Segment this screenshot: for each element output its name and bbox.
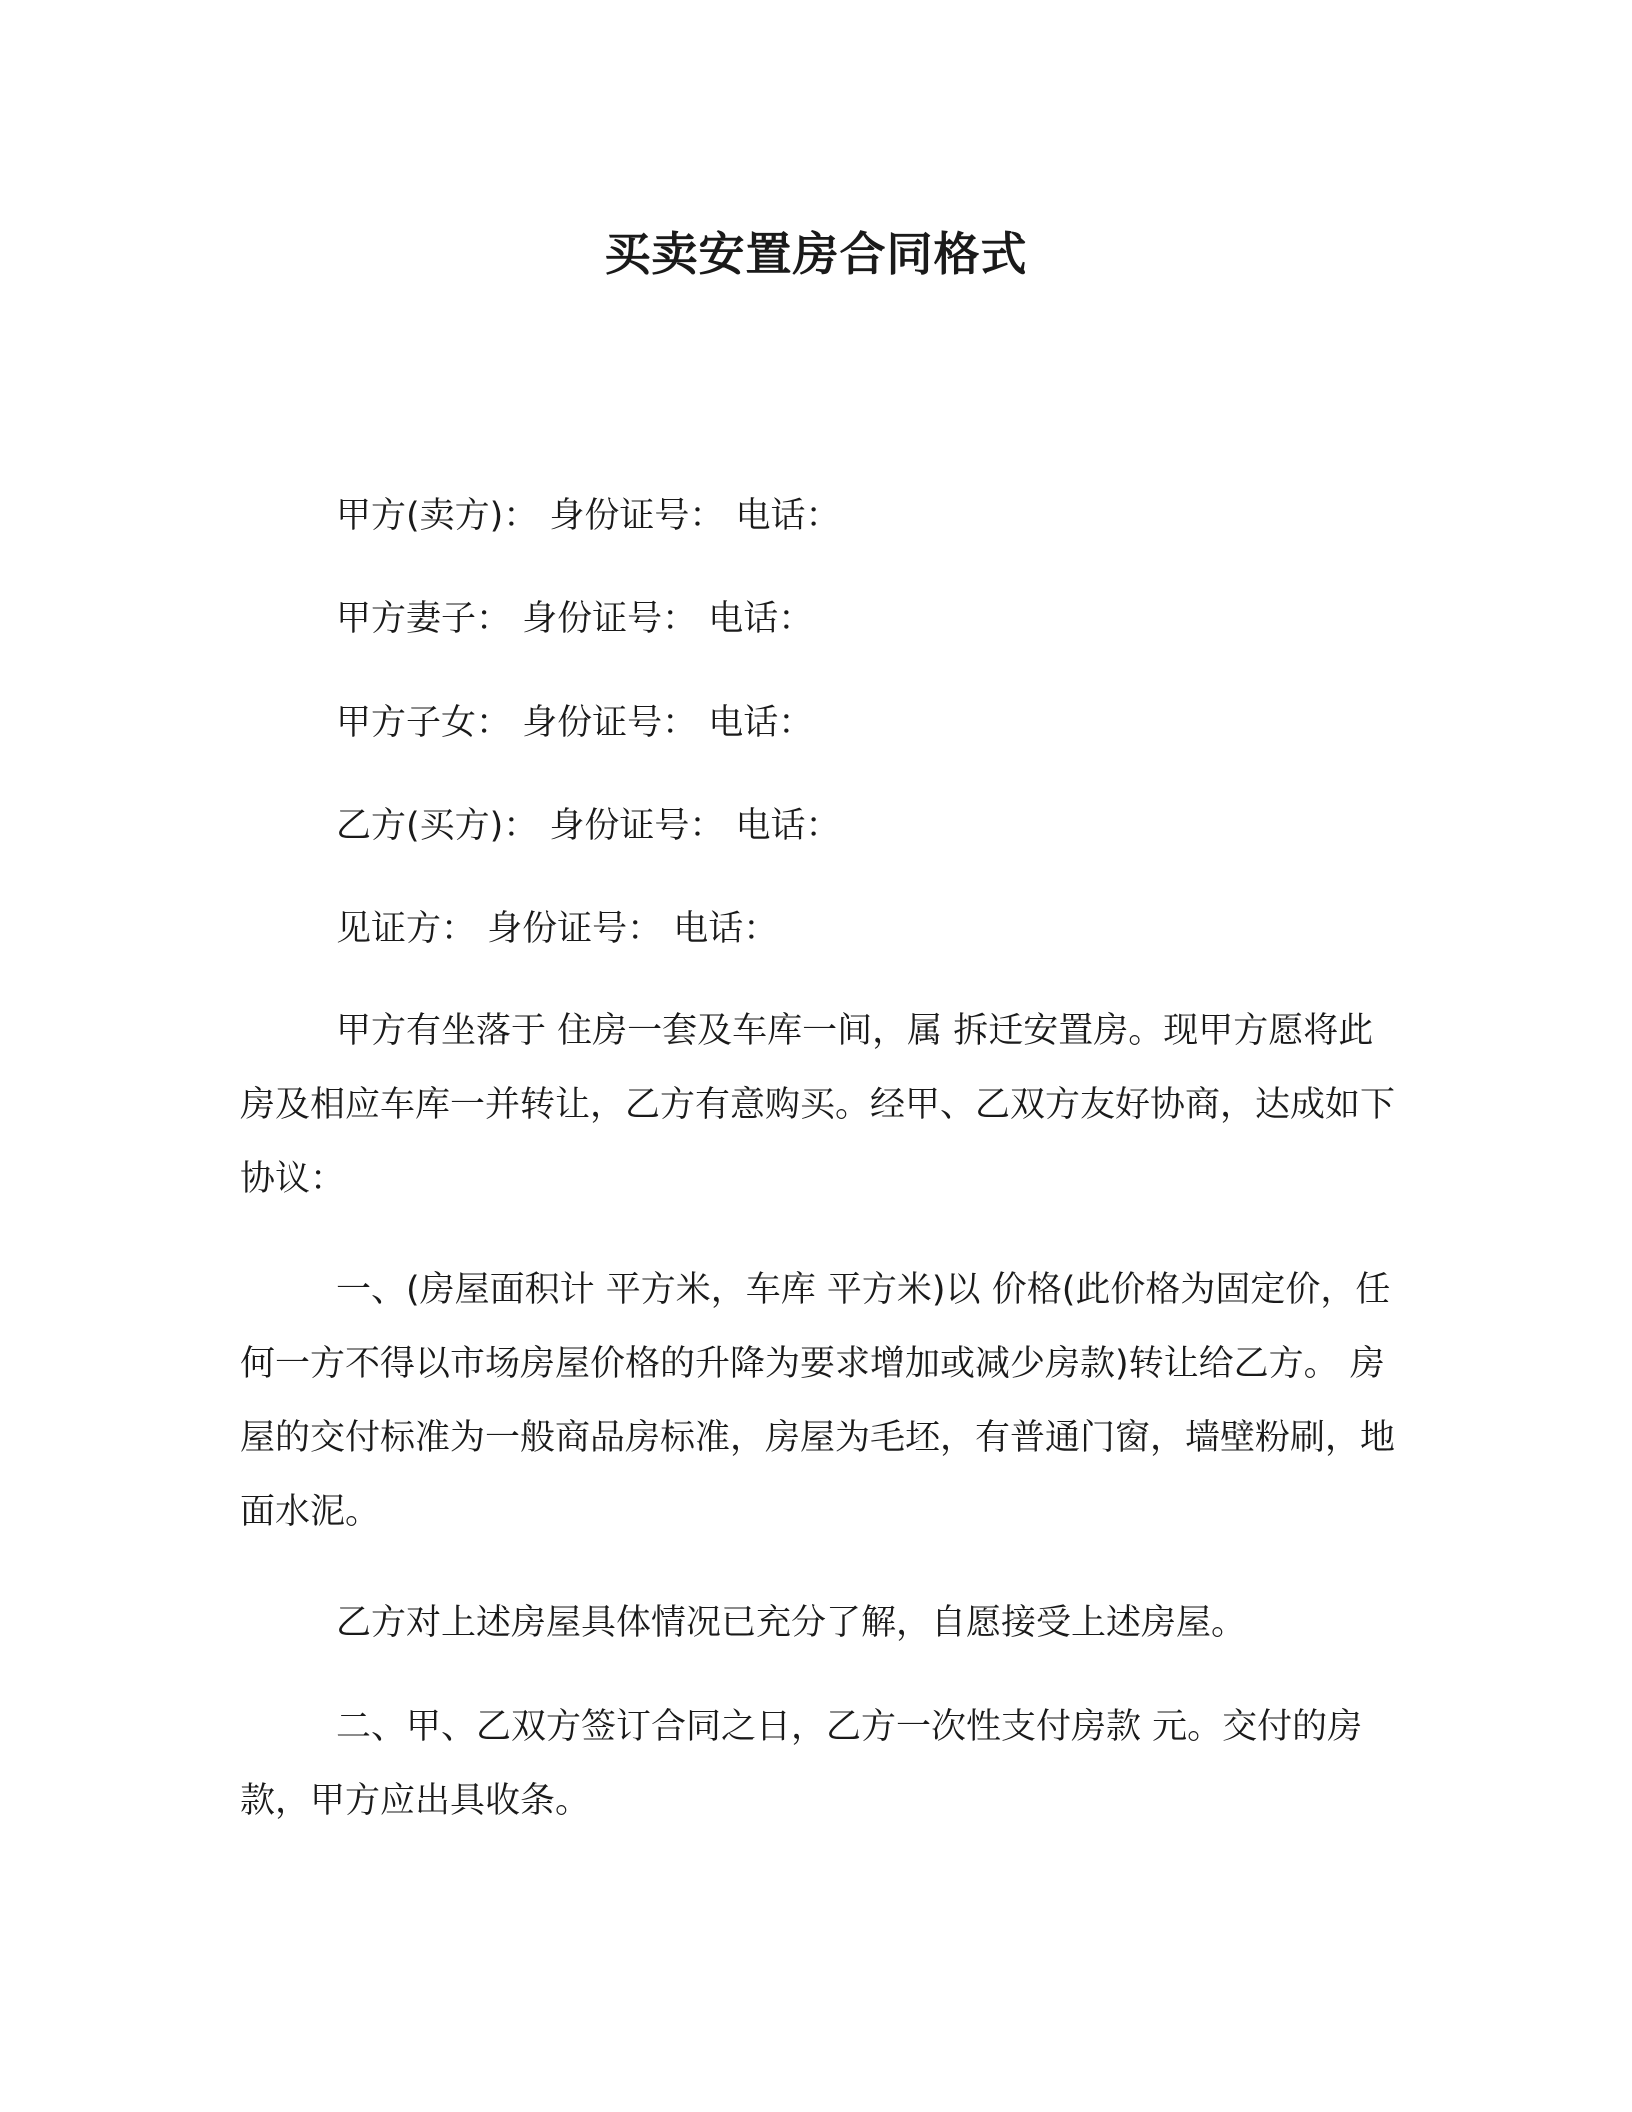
party-witness-line: 见证方： 身份证号： 电话： [336,909,779,949]
document-title: 买卖安置房合同格式 [604,227,1028,281]
paragraph-acceptance: 乙方对上述房屋具体情况已充分了解，自愿接受上述房屋。 [336,1603,1247,1643]
party-seller-wife-line: 甲方妻子： 身份证号： 电话： [336,599,814,639]
paragraph-intro: 甲方有坐落于 住房一套及车库一间，属 拆迁安置房。现甲方愿将此房及相应车库一并转让，乙方有意购买。经甲、乙双方友好协商，达成如下协议： [240,1011,1396,1199]
party-seller-line: 甲方(卖方)： 身份证号： 电话： [336,496,841,536]
paragraph-clause-1: 一、(房屋面积计 平方米，车库 平方米)以 价格(此价格为固定价，任何一方不得以市场房屋价格的升降为要求增加或减少房款)转让给乙方。 房屋的交付标准为一般商品房标准，房屋为毛坯，有普通门窗，墙壁粉刷，地面水泥。 [240,1270,1396,1532]
paragraph-clause-2: 二、甲、乙双方签订合同之日，乙方一次性支付房款 元。交付的房款，甲方应出具收条。 [240,1707,1363,1821]
party-seller-children-line: 甲方子女： 身份证号： 电话： [336,703,814,743]
party-buyer-line: 乙方(买方)： 身份证号： 电话： [336,806,841,846]
